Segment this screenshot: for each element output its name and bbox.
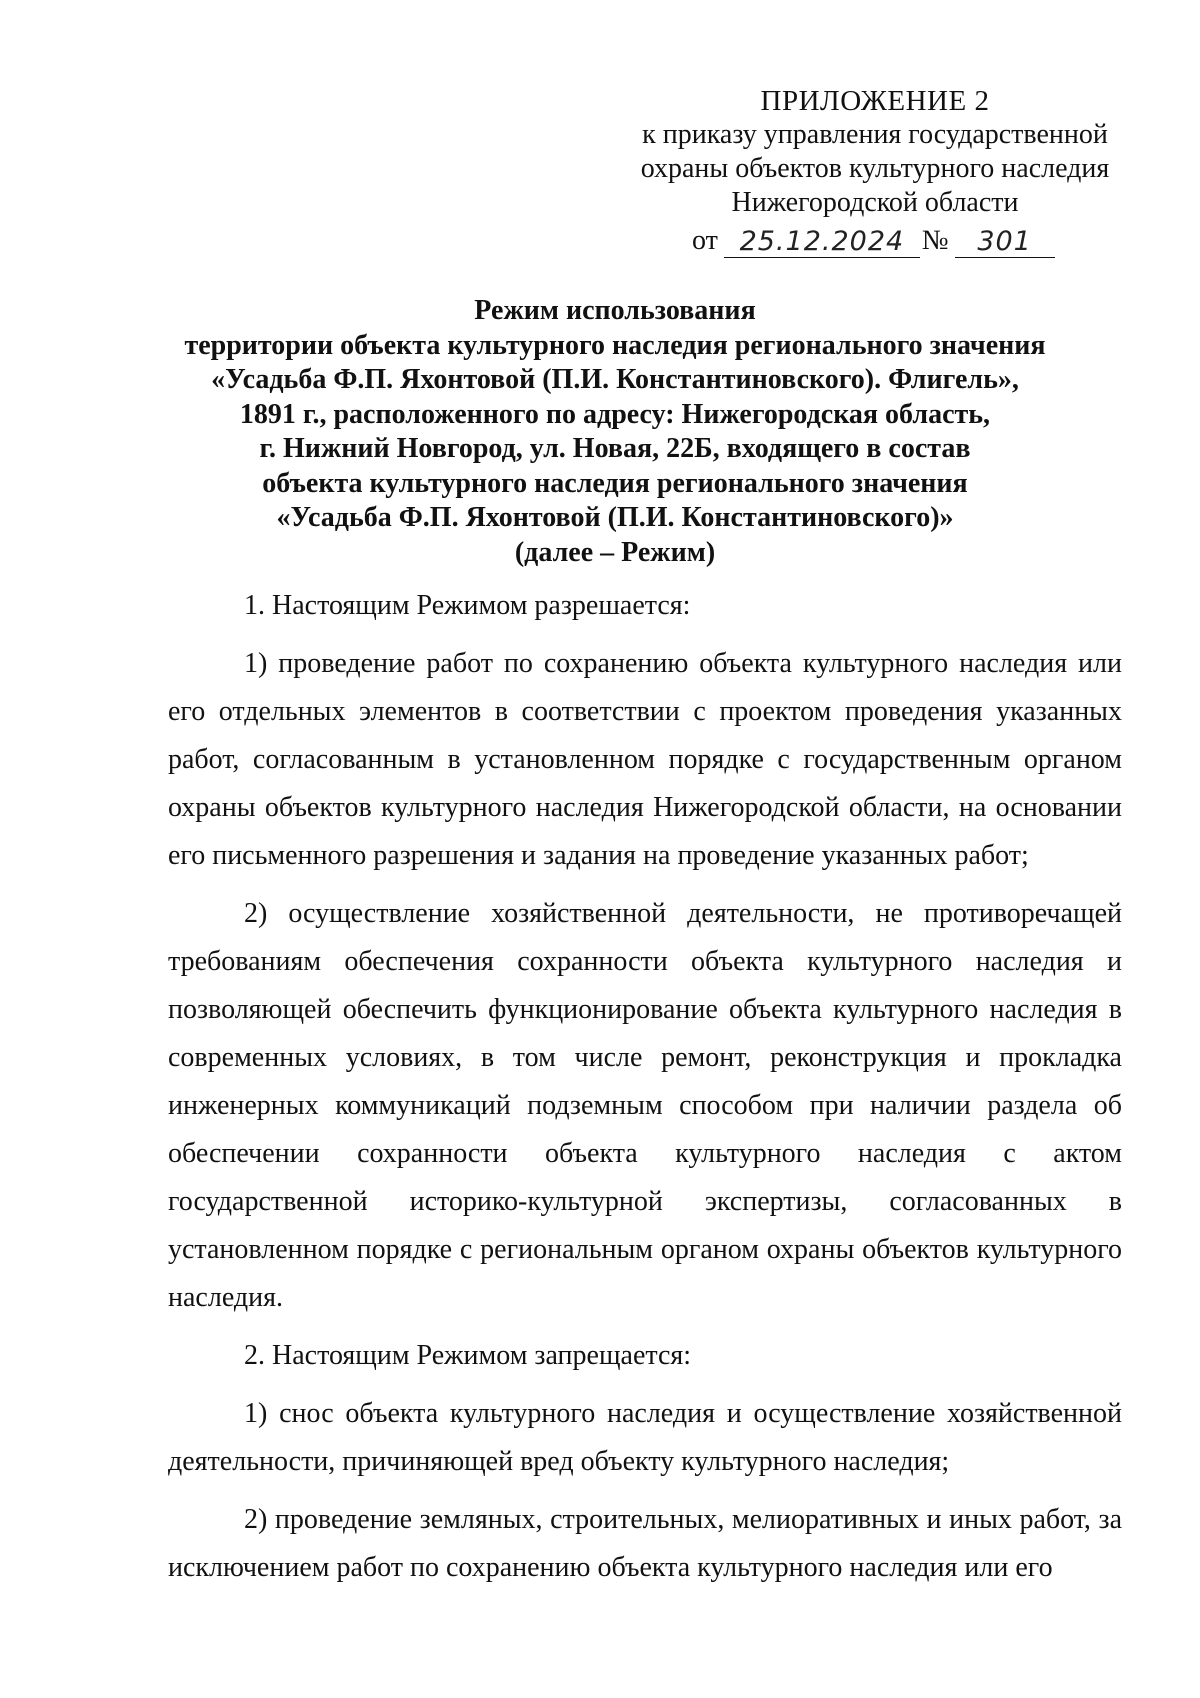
body-paragraph: 2) проведение земляных, строительных, мелиоративных и иных работ, за исключением работ по сохранению объекта культурного наследия или его [168,1504,1122,1583]
appendix-title: ПРИЛОЖЕНИЕ 2 [760,85,990,117]
document-body [168,582,1122,1592]
heading-line: «Усадьба Ф.П. Яхонтовой (П.И. Константиновского). Флигель», [211,364,1019,395]
body-paragraph: 1) проведение работ по сохранению объекта культурного наследия или его отдельных элементов в соответствии с проектом проведения указанных работ, согласованным в установленном порядке с государственным органом охраны объектов культурного наследия Нижегородской области, на основании его письменного разрешения и задания на проведение указанных работ; [168,648,1122,871]
heading-line: г. Нижний Новгород, ул. Новая, 22Б, входящего в состав [259,433,971,464]
heading-line: 1891 г., расположенного по адресу: Нижегородская область, [239,398,991,430]
body-paragraph: 2) осуществление хозяйственной деятельности, не противоречащей требованиям обеспечения сохранности объекта культурного наследия и позволяющей обеспечить функционирование объекта культурного наследия в современных условиях, в том числе ремонт, реконструкция и прокладка инженерных коммуникаций подземным способом при наличии раздела об обеспечении сохранности объекта культурного наследия с актом государственной историко-культурной экспертизы, согласованных в установленном порядке с региональным органом охраны объектов культурного наследия. [168,898,1122,1313]
heading-line: Режим использования [474,295,756,326]
handwritten-date: 25.12.2024 [724,227,920,258]
order-date-number-line [620,222,1130,258]
date-label: от [692,225,718,256]
handwritten-number: 301 [955,227,1055,258]
appendix-header [620,84,1130,258]
number-label: № [921,225,949,256]
heading-line: территории объекта культурного наследия регионального значения [184,329,1046,361]
appendix-line-3: Нижегородской области [731,187,1019,218]
heading-line: объекта культурного наследия регионального значения [262,467,968,499]
appendix-line-1: к приказу управления государственной [642,119,1108,150]
body-paragraph: 1) снос объекта культурного наследия и осуществление хозяйственной деятельности, причиняющей вред объекту культурного наследия; [168,1398,1122,1477]
section-heading-allowed: 1. Настоящим Режимом разрешается: [244,590,691,621]
heading-line: «Усадьба Ф.П. Яхонтовой (П.И. Константиновского)» [276,502,954,533]
heading-line: (далее – Режим) [514,536,716,568]
section-heading-prohibited: 2. Настоящим Режимом запрещается: [244,1340,692,1371]
appendix-line-2: охраны объектов культурного наследия [640,153,1110,184]
document-heading [140,294,1090,570]
